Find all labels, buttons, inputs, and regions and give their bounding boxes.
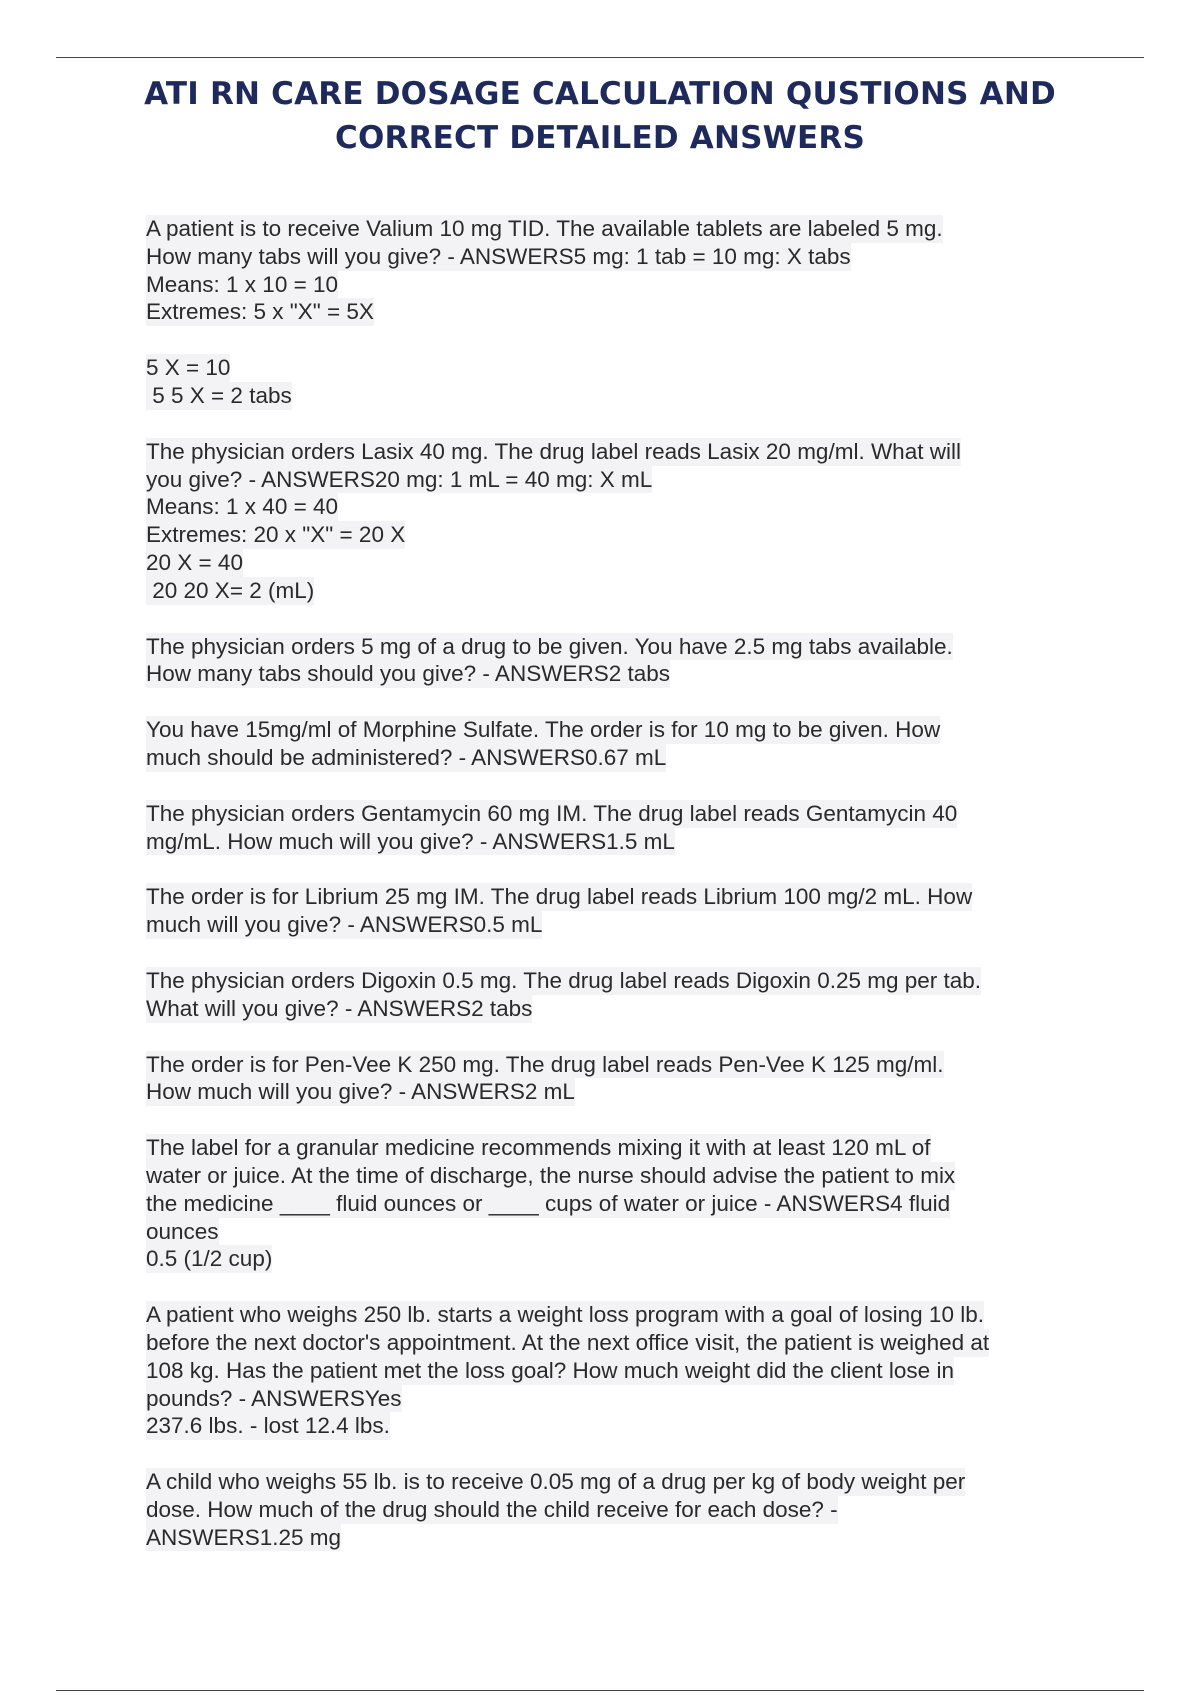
qa-item (146, 438, 1076, 605)
qa-text-line: water or juice. At the time of discharge, the nurse should advise the patient to mix (146, 1162, 956, 1188)
qa-text-line: 5 X = 10 (146, 355, 231, 381)
qa-item (146, 215, 1076, 410)
qa-text-line: much should be administered? - ANSWERS0.67 mL (146, 744, 667, 770)
bottom-divider (56, 1690, 1144, 1691)
qa-item (146, 633, 1076, 689)
qa-text-line: A child who weighs 55 lb. is to receive 0.05 mg of a drug per kg of body weight per (146, 1469, 966, 1495)
qa-text-line: mg/mL. How much will you give? - ANSWERS1.5 mL (146, 828, 675, 854)
qa-text-line: The physician orders Lasix 40 mg. The drug label reads Lasix 20 mg/ml. What will (146, 438, 961, 464)
qa-text-line: you give? - ANSWERS20 mg: 1 mL = 40 mg: X mL (146, 466, 653, 492)
qa-text-line: The physician orders Digoxin 0.5 mg. The drug label reads Digoxin 0.25 mg per tab. (146, 967, 982, 993)
qa-text-line: The order is for Pen-Vee K 250 mg. The drug label reads Pen-Vee K 125 mg/ml. (146, 1051, 944, 1077)
qa-text-line: ounces (146, 1218, 219, 1244)
qa-text-line: pounds? - ANSWERSYes (146, 1385, 402, 1411)
document-title (100, 72, 1100, 160)
qa-text-line: 237.6 lbs. - lost 12.4 lbs. (146, 1413, 390, 1439)
qa-text-line: The physician orders 5 mg of a drug to be given. You have 2.5 mg tabs available. (146, 633, 953, 659)
qa-item (146, 883, 1076, 939)
qa-text-line: much will you give? - ANSWERS0.5 mL (146, 912, 543, 938)
qa-text-line: You have 15mg/ml of Morphine Sulfate. The order is for 10 mg to be given. How (146, 717, 941, 743)
qa-text-line: 5 5 X = 2 tabs (146, 382, 292, 408)
qa-text-line: How many tabs should you give? - ANSWERS2 tabs (146, 661, 670, 687)
qa-text-line: The label for a granular medicine recommends mixing it with at least 120 mL of (146, 1135, 931, 1161)
qa-text-line: 20 X = 40 (146, 549, 243, 575)
qa-item (146, 716, 1076, 772)
qa-text-line: What will you give? - ANSWERS2 tabs (146, 995, 533, 1021)
qa-text-line: 0.5 (1/2 cup) (146, 1246, 273, 1272)
title-line-1: ATI RN CARE DOSAGE CALCULATION QUSTIONS AND (144, 76, 1056, 112)
qa-text-line: dose. How much of the drug should the child receive for each dose? - (146, 1496, 838, 1522)
qa-item (146, 1468, 1076, 1551)
qa-text-line: 108 kg. Has the patient met the loss goal? How much weight did the client lose in (146, 1357, 954, 1383)
qa-text-line: ANSWERS1.25 mg (146, 1524, 342, 1550)
qa-text-line: before the next doctor's appointment. At the next office visit, the patient is weighed at (146, 1329, 990, 1355)
top-divider (56, 57, 1144, 58)
qa-item (146, 967, 1076, 1023)
qa-item (146, 1134, 1076, 1273)
qa-text-line: A patient is to receive Valium 10 mg TID. The available tablets are labeled 5 mg. (146, 216, 943, 241)
qa-list (146, 215, 1076, 1579)
qa-text-line: Extremes: 5 x "X" = 5X (146, 299, 374, 325)
qa-text-line: Extremes: 20 x "X" = 20 X (146, 522, 406, 548)
qa-text-line: Means: 1 x 10 = 10 (146, 271, 338, 297)
paragraph-gap (146, 326, 1076, 354)
qa-item (146, 1051, 1076, 1107)
qa-item (146, 1301, 1076, 1440)
qa-text-line: How much will you give? - ANSWERS2 mL (146, 1079, 575, 1105)
qa-text-line: The order is for Librium 25 mg IM. The drug label reads Librium 100 mg/2 mL. How (146, 884, 973, 910)
qa-text-line: 20 20 X= 2 (mL) (146, 577, 315, 603)
qa-text-line: A patient who weighs 250 lb. starts a weight loss program with a goal of losing 10 lb. (146, 1302, 984, 1328)
qa-text-line: the medicine ____ fluid ounces or ____ cups of water or juice - ANSWERS4 fluid (146, 1190, 951, 1216)
title-line-2: CORRECT DETAILED ANSWERS (335, 120, 865, 156)
qa-item (146, 800, 1076, 856)
qa-text-line: The physician orders Gentamycin 60 mg IM. The drug label reads Gentamycin 40 (146, 800, 958, 826)
qa-text-line: Means: 1 x 40 = 40 (146, 494, 338, 520)
qa-text-line: How many tabs will you give? - ANSWERS5 mg: 1 tab = 10 mg: X tabs (146, 243, 851, 269)
